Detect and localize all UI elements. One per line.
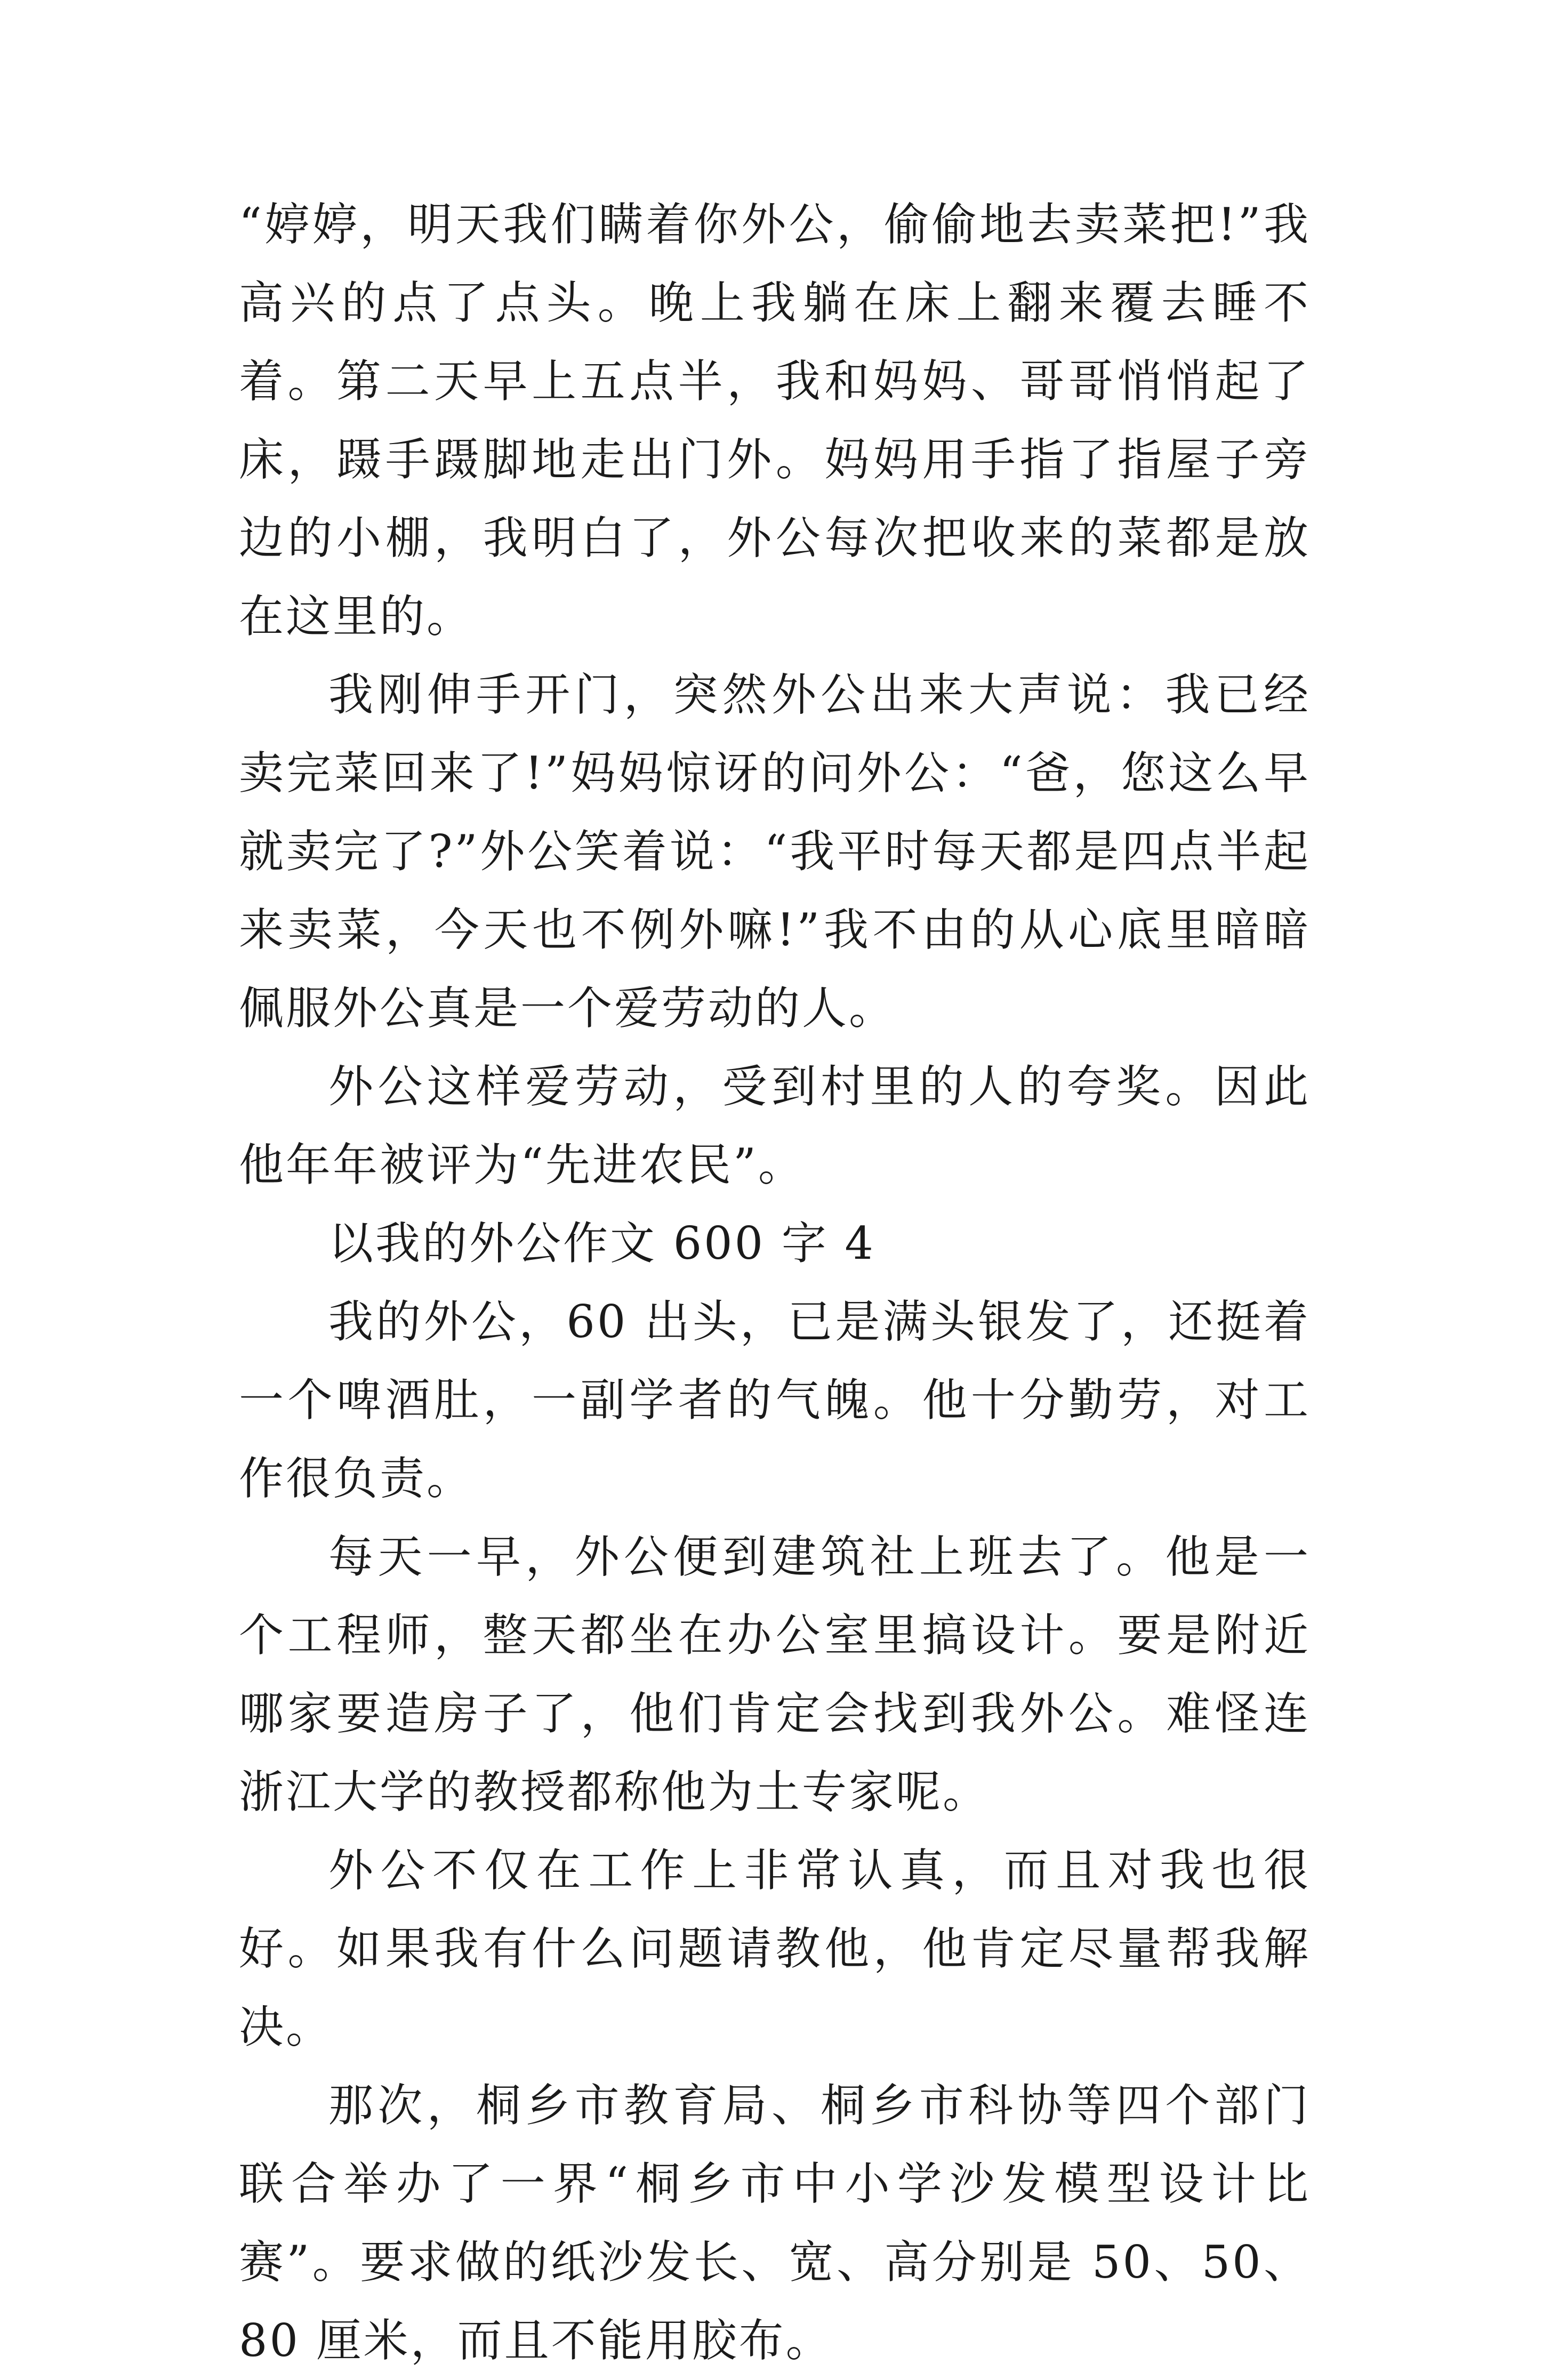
document-body <box>239 186 1311 2380</box>
paragraph-5: 我的外公，60 出头，已是满头银发了，还挺着一个啤酒肚，一副学者的气魄。他十分勤劳，对工作很负责。 <box>239 1296 1311 1505</box>
paragraph-1: “婷婷，明天我们瞒着你外公，偷偷地去卖菜把!”我高兴的点了点头。晚上我躺在床上翻来覆去睡不着。第二天早上五点半，我和妈妈、哥哥悄悄起了床，蹑手蹑脚地走出门外。妈妈用手指了指屋子旁边的小棚，我明白了，外公每次把收来的菜都是放在这里的。 <box>239 198 1311 642</box>
paragraph-6: 每天一早，外公便到建筑社上班去了。他是一个工程师，整天都坐在办公室里搞设计。要是附近哪家要造房子了，他们肯定会找到我外公。难怪连浙江大学的教授都称他为土专家呢。 <box>239 1531 1311 1818</box>
paragraph-8: 那次，桐乡市教育局、桐乡市科协等四个部门联合举办了一界“桐乡市中小学沙发模型设计比赛”。要求做的纸沙发长、宽、高分别是 50、50、80 厘米，而且不能用胶布。 <box>239 2079 1311 2367</box>
section-heading: 以我的外公作文 600 字 4 <box>328 1217 875 1269</box>
paragraph-3: 外公这样爱劳动，受到村里的人的夸奖。因此他年年被评为“先进农民”。 <box>239 1060 1311 1191</box>
paragraph-7: 外公不仅在工作上非常认真，而且对我也很好。如果我有什么问题请教他，他肯定尽量帮我解决。 <box>239 1844 1311 2053</box>
paragraph-2: 我刚伸手开门，突然外公出来大声说：我已经卖完菜回来了!”妈妈惊讶的问外公：“爸，您这么早就卖完了?”外公笑着说：“我平时每天都是四点半起来卖菜，今天也不例外嘛!”我不由的从心底里暗暗佩服外公真是一个爱劳动的人。 <box>239 669 1311 1034</box>
